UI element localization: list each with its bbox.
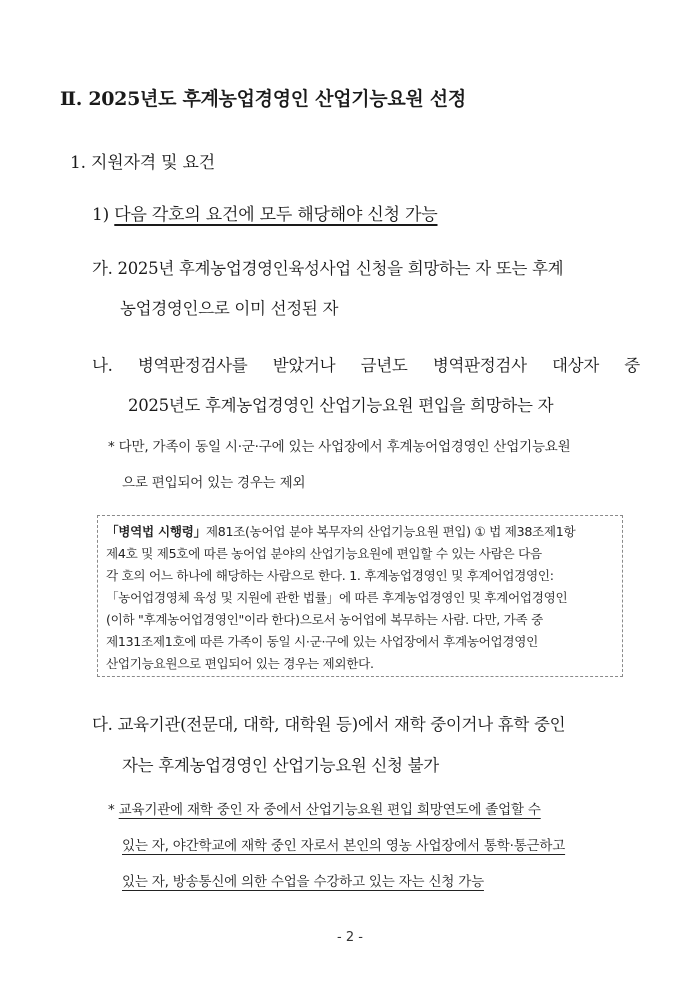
law-line-4: 「농어업경영체 육성 및 지원에 관한 법률」에 따른 후계농업경영인 및 후계어업경영인 [106,590,568,605]
law-line-3: 각 호의 어느 하나에 해당하는 사람으로 한다. 1. 후계농업경영인 및 후계어업경영인: [106,568,554,583]
law-line-6: 제131조제1호에 따른 가족이 동일 시·군·구에 있는 사업장에서 후계농어업경영인 [106,634,539,649]
section-heading: Ⅱ. 2025년도 후계농업경영인 산업기능요원 선정 [60,88,466,110]
page-number: - 2 - [337,930,363,945]
law-line-5: (이하 "후계농어업경영인"이라 한다)으로서 농어업에 복무하는 사람. 다만, 가족 중 [106,612,543,627]
na-note-line1: * 다만, 가족이 동일 시·군·구에 있는 사업장에서 후계농어업경영인 산업기능요원 [108,439,571,455]
law-line-7: 산업기능요원으로 편입되어 있는 경우는 제외한다. [106,656,374,671]
da-note-line3: 있는 자, 방송통신에 의한 수업을 수강하고 있는 자는 신청 가능 [122,874,484,890]
requirement-ga-line1: 가. 2025년 후계농업경영인육성사업 신청을 희망하는 자 또는 후계 [92,259,564,278]
na-word: 병역판정검사 [432,356,527,375]
law-line-2: 제4호 및 제5호에 따른 농어업 분야의 산업기능요원에 편입할 수 있는 사람은 다음 [106,546,542,561]
da-note-line2: 있는 자, 야간학교에 재학 중인 자로서 본인의 영농 사업장에서 통학·통근하고 [122,838,566,854]
na-word: 금년도 [360,356,408,375]
item-text: 다음 각호의 요건에 모두 해당해야 신청 가능 [114,205,438,225]
na-note-line2: 으로 편입되어 있는 경우는 제외 [122,475,306,491]
na-word: 대상자 [552,356,599,375]
requirement-na-line1 [92,352,640,376]
requirement-da-line1: 다. 교육기관(전문대, 대학, 대학원 등)에서 재학 중이거나 휴학 중인 [92,715,566,734]
na-word: 받았거나 [272,356,336,375]
na-word: 중 [624,356,640,375]
da-note-text-1: 교육기관에 재학 중인 자 중에서 산업기능요원 편입 희망연도에 졸업할 수 [118,802,541,818]
law-excerpt-box [97,515,623,677]
law-line-1-text: 제81조(농어업 분야 복무자의 산업기능요원 편입) ① 법 제38조제1항 [205,524,576,539]
requirement-ga-line2: 농업경영인으로 이미 선정된 자 [120,299,339,318]
requirement-item-1 [92,200,438,225]
requirement-da-line2: 자는 후계농업경영인 산업기능요원 신청 불가 [122,756,439,775]
law-line-1 [106,521,616,540]
da-note-line1 [108,798,541,818]
na-word: 나. [92,356,113,375]
na-word: 병역판정검사를 [137,356,248,375]
item-marker: 1) [92,205,110,225]
note-marker: * [108,802,115,818]
subsection-heading: 1. 지원자격 및 요건 [70,153,215,173]
requirement-na-line2: 2025년도 후계농업경영인 산업기능요원 편입을 희망하는 자 [128,396,554,415]
law-title: 「병역법 시행령」 [106,524,206,539]
